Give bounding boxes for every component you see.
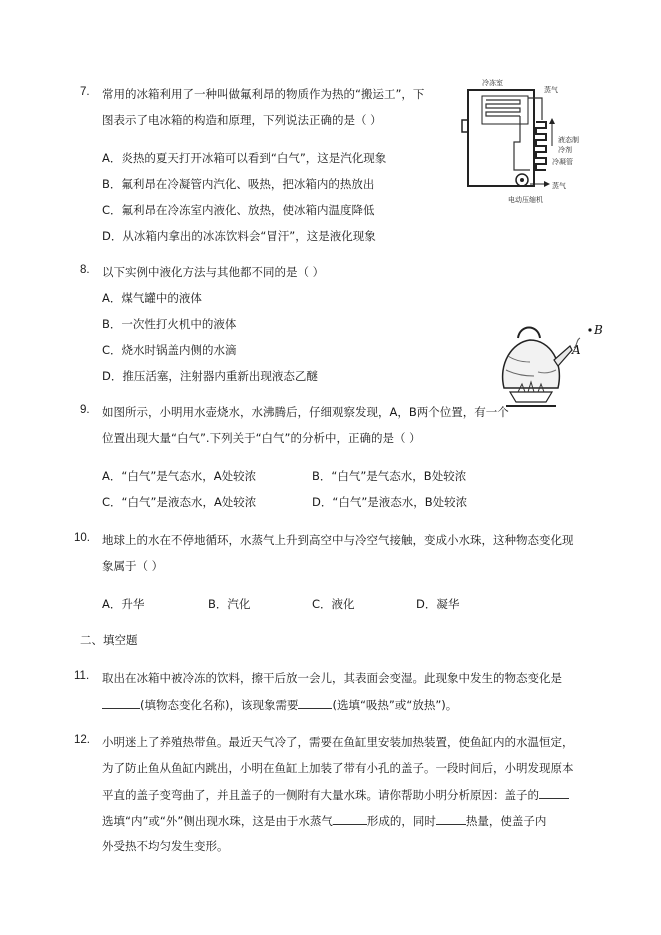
q11-line2-text-2: (选填“吸热”或“放热”)。 — [332, 698, 458, 712]
label-steam-top: 蒸气 — [544, 86, 558, 94]
q7-option-b: B．氟利昂在冷凝管内汽化、吸热，把冰箱内的热放出 — [102, 177, 375, 191]
q10-option-a: A．升华 — [102, 597, 145, 611]
point-b-dot — [588, 328, 591, 331]
q7-number: 7. — [80, 86, 90, 98]
q9-option-d: D．“白气”是液态水，B处较浓 — [312, 495, 468, 509]
q9-number: 9. — [80, 404, 90, 416]
kettle-figure — [494, 316, 606, 412]
q10-option-b: B．汽化 — [208, 597, 251, 611]
label-steam-bottom: 蒸气 — [552, 182, 566, 190]
q12-stem-line3 — [102, 786, 569, 803]
q8-option-b: B．一次性打火机中的液体 — [102, 317, 237, 331]
point-b-label: B — [594, 323, 603, 337]
fridge-diagram — [460, 76, 590, 208]
q7-stem-line2: 图表示了电冰箱的构造和原理，下列说法正确的是（ ） — [102, 113, 382, 127]
section-title-fill-in: 二、填空题 — [80, 633, 138, 647]
kettle-spout — [554, 346, 572, 366]
q12-line4-text-1: 选填“内”或“外”侧出现水珠，这是由于水蒸气 — [102, 814, 333, 828]
label-freezer: 冷冻室 — [482, 79, 503, 87]
stove-burner — [510, 392, 552, 402]
evaporator-coil — [486, 100, 520, 116]
q12-stem-line5: 外受热不均匀发生变形。 — [102, 839, 229, 853]
label-liquid-refrigerant-1: 液态制 — [558, 136, 579, 144]
q12-stem-line2: 为了防止鱼从鱼缸内跳出，小明在鱼缸上加装了带有小孔的盖子。一段时间后，小明发现原本 — [102, 761, 574, 775]
q10-number: 10. — [74, 532, 90, 544]
condenser-coil — [536, 122, 546, 170]
q10-stem-line2: 象属于（ ） — [102, 559, 164, 573]
q8-number: 8. — [80, 264, 90, 276]
flow-arrow-right — [544, 181, 550, 187]
q9-option-a: A．“白气”是气态水，A处较浓 — [102, 469, 257, 483]
q12-line4-text-3: 热量，使盖子内 — [465, 814, 547, 828]
q12-line3-text: 平直的盖子变弯曲了，并且盖子的一侧附有大量水珠。请你帮助小明分析原因：盖子的 — [102, 788, 539, 802]
q7-stem-line1: 常用的冰箱利用了一种叫做氟利昂的物质作为热的“搬运工”，下 — [102, 87, 425, 101]
q11-blank-1[interactable] — [102, 696, 140, 709]
q12-stem-line1: 小明迷上了养殖热带鱼。最近天气冷了，需要在鱼缸里安装加热装置，使鱼缸内的水温恒定， — [102, 735, 574, 749]
q12-blank-2[interactable] — [333, 812, 367, 825]
q8-option-a: A．煤气罐中的液体 — [102, 291, 202, 305]
flow-arrow-up — [549, 118, 555, 124]
q10-stem-line1: 地球上的水在不停地循环，水蒸气上升到高空中与冷空气接触，变成小水珠，这种物态变化现 — [102, 533, 574, 547]
q9-option-b: B．“白气”是气态水，B处较浓 — [312, 469, 467, 483]
q11-line2-text-1: (填物态变化名称)，该现象需要 — [140, 698, 299, 712]
q12-blank-1[interactable] — [539, 786, 569, 799]
label-liquid-refrigerant-2: 冷剂 — [558, 146, 572, 154]
q11-stem-line2 — [102, 696, 457, 713]
q11-number: 11. — [74, 670, 90, 682]
q7-option-c: C．氟利昂在冷冻室内液化、放热，使冰箱内温度降低 — [102, 203, 375, 217]
q7-option-d: D．从冰箱内拿出的冰冻饮料会“冒汗”，这是液化现象 — [102, 229, 376, 243]
q11-blank-2[interactable] — [298, 696, 332, 709]
q9-stem-line1: 如图所示，小明用水壶烧水，水沸腾后，仔细观察发现，A，B两个位置，有一个 — [102, 405, 509, 419]
q8-option-d: D．推压活塞，注射器内重新出现液态乙醚 — [102, 369, 318, 383]
q8-option-c: C．烧水时锅盖内侧的水滴 — [102, 343, 237, 357]
q10-option-d: D．凝华 — [416, 597, 460, 611]
point-a-label: A — [572, 343, 581, 357]
label-compressor: 电动压缩机 — [508, 196, 543, 204]
q8-stem: 以下实例中液化方法与其他都不同的是（ ） — [102, 265, 325, 279]
q12-line4-text-2: 形成的，同时 — [366, 814, 436, 828]
q9-option-c: C．“白气”是液态水，A处较浓 — [102, 495, 257, 509]
q10-option-c: C．液化 — [312, 597, 355, 611]
q12-blank-3[interactable] — [436, 812, 466, 825]
q7-option-a: A．炎热的夏天打开冰箱可以看到“白气”，这是汽化现象 — [102, 151, 387, 165]
label-condenser: 冷凝管 — [552, 158, 573, 166]
q12-stem-line4 — [102, 812, 546, 829]
q9-stem-line2: 位置出现大量“白气”.下列关于“白气”的分析中，正确的是（ ） — [102, 431, 421, 445]
kettle-handle — [518, 328, 540, 339]
q12-number: 12. — [74, 734, 90, 746]
q11-stem-line1: 取出在冰箱中被冷冻的饮料，擦干后放一会儿，其表面会变湿。此现象中发生的物态变化是 — [102, 671, 562, 685]
